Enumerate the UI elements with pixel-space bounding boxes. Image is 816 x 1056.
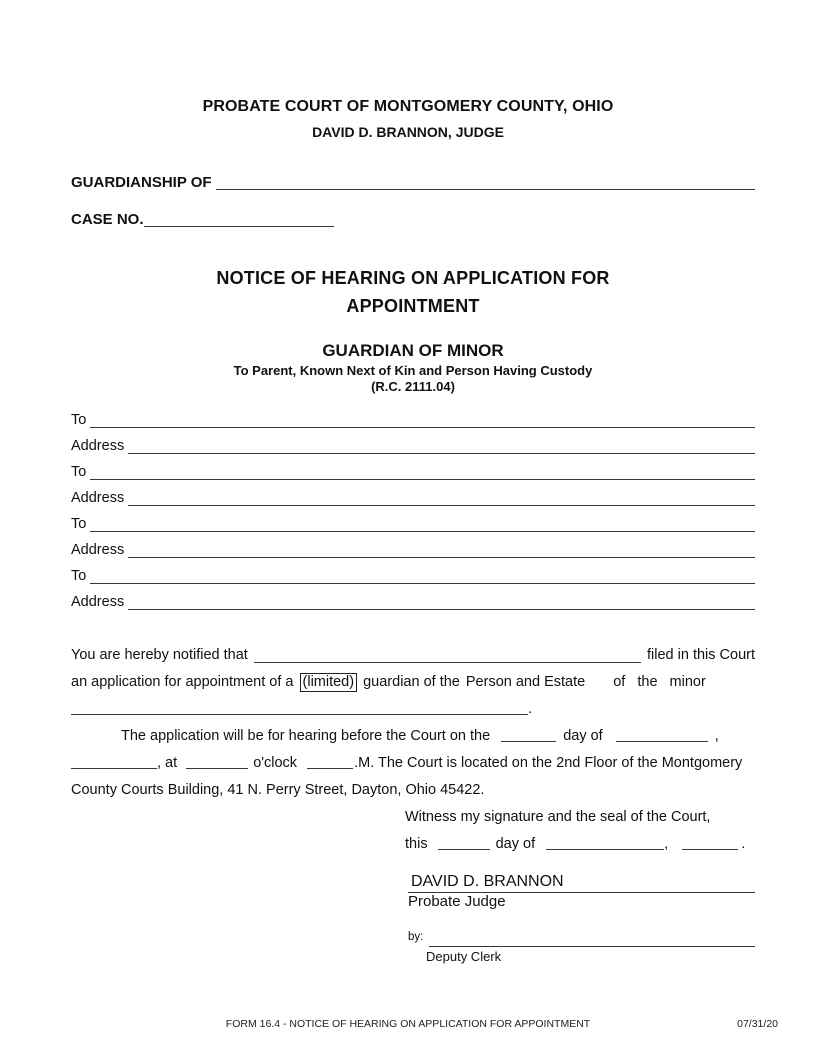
judge-name: DAVID D. BRANNON	[411, 873, 564, 890]
to-fill-line-2	[90, 459, 755, 480]
to-fill-line-1	[90, 407, 755, 428]
addressee-line: To Parent, Known Next of Kin and Person Having Custody	[233, 363, 593, 378]
to-label: To	[71, 568, 87, 584]
deputy-clerk-title: Deputy Clerk	[426, 949, 502, 964]
hearing-comma: ,	[714, 728, 719, 744]
end-period: .	[528, 701, 533, 717]
signature-block	[408, 871, 755, 965]
to-label: To	[71, 516, 87, 532]
address-fill-line-4	[128, 589, 755, 610]
page-footer	[0, 1017, 816, 1033]
recipient-row	[71, 537, 755, 563]
deputy-clerk-row	[408, 923, 755, 947]
guardian-of-minor-subtitle: GUARDIAN OF MINOR	[322, 341, 504, 360]
revision-date: 07/31/20	[737, 1018, 778, 1030]
judge-line: DAVID D. BRANNON, JUDGE	[312, 124, 504, 140]
address-label: Address	[71, 594, 125, 610]
guardianship-label: GUARDIANSHIP OF	[71, 174, 212, 191]
limited-option-box: (limited)	[300, 673, 358, 692]
notification-line-2	[71, 669, 755, 696]
guardian-type-value: Person and Estate	[465, 674, 586, 690]
to-fill-line-4	[90, 563, 755, 584]
to-label: To	[71, 464, 87, 480]
recipient-row	[71, 511, 755, 537]
document-body	[71, 141, 755, 965]
recipient-row	[71, 563, 755, 589]
hearing-ampm-line	[307, 768, 353, 769]
notified-prefix: You are hereby notified that	[71, 647, 248, 663]
hearing-line-2	[71, 750, 755, 777]
witness-block	[405, 804, 755, 858]
statute-reference: (R.C. 2111.04)	[371, 379, 455, 394]
to-label: To	[71, 412, 87, 428]
address-label: Address	[71, 438, 125, 454]
notice-title	[71, 264, 755, 320]
recipient-row	[71, 459, 755, 485]
guardianship-name-line	[216, 171, 755, 190]
by-label: by:	[408, 931, 424, 943]
court-title: PROBATE COURT OF MONTGOMERY COUNTY, OHIO	[202, 98, 614, 115]
notification-line-1	[71, 642, 755, 669]
notified-suffix: filed in this Court	[647, 647, 755, 663]
address-label: Address	[71, 490, 125, 506]
hearing-oclock: o'clock	[253, 755, 298, 771]
minor-name-line	[71, 714, 528, 715]
guardianship-row	[71, 171, 755, 195]
notified-party-line	[254, 642, 641, 663]
application-pre: an application for appointment of a	[71, 674, 294, 690]
witness-month-line	[546, 849, 664, 850]
hearing-day-of: day of	[563, 728, 603, 744]
address-fill-line-3	[128, 537, 755, 558]
hearing-month-line	[616, 741, 708, 742]
courthouse-address-line: County Courts Building, 41 N. Perry Street, Dayton, Ohio 45422.	[71, 782, 485, 798]
recipient-row	[71, 485, 755, 511]
witness-line-1: Witness my signature and the seal of the Court,	[405, 809, 711, 825]
notice-title-line-1: NOTICE OF HEARING ON APPLICATION FOR	[216, 268, 610, 288]
hearing-paragraph	[71, 723, 755, 804]
notice-title-line-2: APPOINTMENT	[346, 296, 480, 316]
witness-line-2	[405, 831, 755, 858]
to-fill-line-3	[90, 511, 755, 532]
recipient-row	[71, 407, 755, 433]
judge-signature-line	[408, 871, 755, 893]
address-label: Address	[71, 542, 125, 558]
case-number-line	[144, 208, 334, 227]
case-no-label: CASE NO.	[71, 211, 144, 228]
witness-day-line	[438, 849, 490, 850]
document-header	[0, 0, 816, 141]
form-number-label: FORM 16.4 - NOTICE OF HEARING ON APPLICATION FOR APPOINTMENT	[225, 1018, 591, 1030]
witness-period: .	[741, 836, 746, 852]
hearing-rest: .M. The Court is located on the 2nd Floor of the Montgomery	[354, 755, 743, 771]
witness-year-line	[682, 849, 738, 850]
notification-paragraph	[71, 642, 755, 723]
notification-line-3	[71, 696, 755, 723]
witness-comma: ,	[664, 836, 669, 852]
address-fill-line-1	[128, 433, 755, 454]
application-mid: guardian of the	[363, 674, 460, 690]
hearing-hour-line	[186, 768, 248, 769]
recipient-row	[71, 589, 755, 615]
recipients-section	[71, 407, 755, 615]
hearing-at: , at	[157, 755, 178, 771]
witness-this: this	[405, 836, 428, 852]
address-fill-line-2	[128, 485, 755, 506]
application-end: of the minor	[613, 674, 706, 690]
hearing-pre: The application will be for hearing before the Court on the	[121, 728, 491, 744]
hearing-year-line	[71, 768, 157, 769]
recipient-row	[71, 433, 755, 459]
case-number-row	[71, 208, 755, 232]
judge-title: Probate Judge	[408, 893, 506, 910]
hearing-day-line	[501, 741, 556, 742]
witness-day-of: day of	[495, 836, 536, 852]
deputy-clerk-signature-line	[429, 946, 755, 947]
hearing-line-1	[71, 723, 755, 750]
